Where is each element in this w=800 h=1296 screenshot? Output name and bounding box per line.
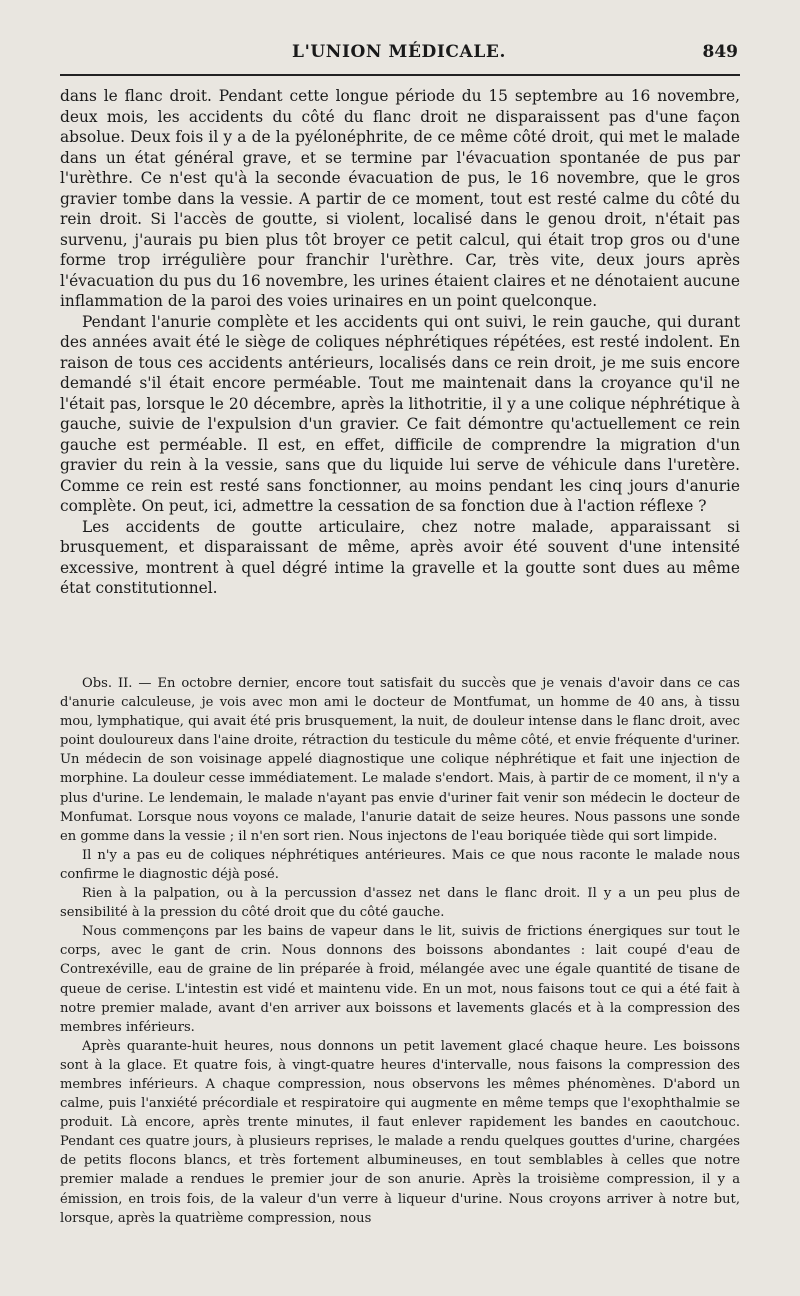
journal-title: L'UNION MÉDICALE. (292, 42, 506, 62)
paragraph: Pendant l'anurie complète et les accidents qui ont suivi, le rein gauche, qui durant des années avait été le siège de coliques néphrétiques répétées, est resté indolent. En raison de tous ces accidents antérieurs, localisés dans ce rein droit, je me suis encore demandé s'il était encore perméable. Tout me maintenait dans la croyance qu'il ne l'était pas, lorsque le 20 décembre, après la lithotritie, il y a une colique néphrétique à gauche, suivie de l'expulsion d'un gravier. Ce fait démontre qu'actuellement ce rein gauche est perméable. Il est, en effet, difficile de comprendre la migration d'un gravier du rein à la vessie, sans que du liquide lui serve de véhicule dans l'uretère. Comme ce rein est resté sans fonctionner, au moins pendant les cinq jours d'anurie complète. On peut, ici, admettre la cessation de sa fonction due à l'action réflexe ? (60, 312, 740, 515)
observation-paragraph: Il n'y a pas eu de coliques néphrétiques antérieures. Mais ce que nous raconte le malade nous confirme le diagnostic déjà posé. (60, 847, 740, 882)
running-header (60, 42, 738, 72)
observation-paragraph: Après quarante-huit heures, nous donnons un petit lavement glacé chaque heure. Les boissons sont à la glace. Et quatre fois, à vingt-quatre heures d'intervalle, nous faisons la compression des membres inférieurs. A chaque compression, nous observons les mêmes phénomènes. D'abord un calme, puis l'anxiété précordiale et respiratoire qui augmente en même temps que l'exophthalmie se produit. Là encore, après trente minutes, il faut enlever rapidement les bandes en caoutchouc. Pendant ces quatre jours, à plusieurs reprises, le malade a rendu quelques gouttes d'urine, chargées de petits flocons blancs, et très fortement albumineuses, en tout semblables à celles que notre premier malade a rendues le premier jour de son anurie. Après la troisième compression, il y a émission, en trois fois, de la valeur d'un verre à liqueur d'urine. Nous croyons arriver à notre but, lorsque, après la quatrième compression, nous (60, 1038, 740, 1226)
paragraph: Les accidents de goutte articulaire, chez notre malade, apparaissant si brusquement, et disparaissant de même, après avoir été souvent d'une intensité excessive, montrent à quel dégré intime la gravelle et la goutte sont dues au même état constitutionnel. (60, 517, 740, 597)
header-rule (60, 74, 740, 76)
observation-paragraph: Nous commençons par les bains de vapeur dans le lit, suivis de frictions énergiques sur tout le corps, avec le gant de crin. Nous donnons des boissons abondantes : lait coupé d'eau de Contrexéville, eau de graine de lin préparée à froid, mélangée avec une égale quantité de tisane de queue de cerise. L'intestin est vidé et maintenu vide. En un mot, nous faisons tout ce qui a été fait à notre premier malade, avant d'en arriver aux boissons et lavements glacés et à la compression des membres inférieurs. (60, 924, 740, 1035)
page-number: 849 (702, 42, 738, 62)
main-text (60, 86, 740, 599)
observation-section (60, 674, 740, 1228)
observation-paragraph: Obs. II. — En octobre dernier, encore tout satisfait du succès que je venais d'avoir dans ce cas d'anurie calculeuse, je vois avec mon ami le docteur de Montfumat, un homme de 40 ans, à tissu mou, lymphatique, qui avait été pris brusquement, la nuit, de douleur intense dans le flanc droit, avec point douloureux dans l'aine droite, rétraction du testicule du même côté, et envie fréquente d'uriner. Un médecin de son voisinage appelé diagnostique une colique néphrétique et fait une injection de morphine. La douleur cesse immédiatement. Le malade s'endort. Mais, à partir de ce moment, il n'y a plus d'urine. Le lendemain, le malade n'ayant pas envie d'uriner fait venir son médecin le docteur de Monfumat. Lorsque nous voyons ce malade, l'anurie datait de seize heures. Nous passons une sonde en gomme dans la vessie ; il n'en sort rien. Nous injectons de l'eau boriquée tiède qui sort limpide. (60, 676, 740, 844)
observation-paragraph: Rien à la palpation, ou à la percussion d'assez net dans le flanc droit. Il y a un peu plus de sensibilité à la pression du côté droit que du côté gauche. (60, 886, 740, 921)
paragraph: dans le flanc droit. Pendant cette longue période du 15 septembre au 16 novembre, deux mois, les accidents du côté du flanc droit ne disparaissent pas d'une façon absolue. Deux fois il y a de la pyélonéphrite, de ce même côté droit, qui met le malade dans un état général grave, et se termine par l'évacuation spontanée de pus par l'urèthre. Ce n'est qu'à la seconde évacuation de pus, le 16 novembre, que le gros gravier tombe dans la vessie. A partir de ce moment, tout est resté calme du côté du rein droit. Si l'accès de goutte, si violent, localisé dans le genou droit, n'était pas survenu, j'aurais pu bien plus tôt broyer ce petit calcul, qui était trop gros ou d'une forme trop irrégulière pour franchir l'urèthre. Car, très vite, deux jours après l'évacuation du pus du 16 novembre, les urines étaient claires et ne dénotaient aucune inflammation de la paroi des voies urinaires en un point quelconque. (60, 87, 740, 310)
